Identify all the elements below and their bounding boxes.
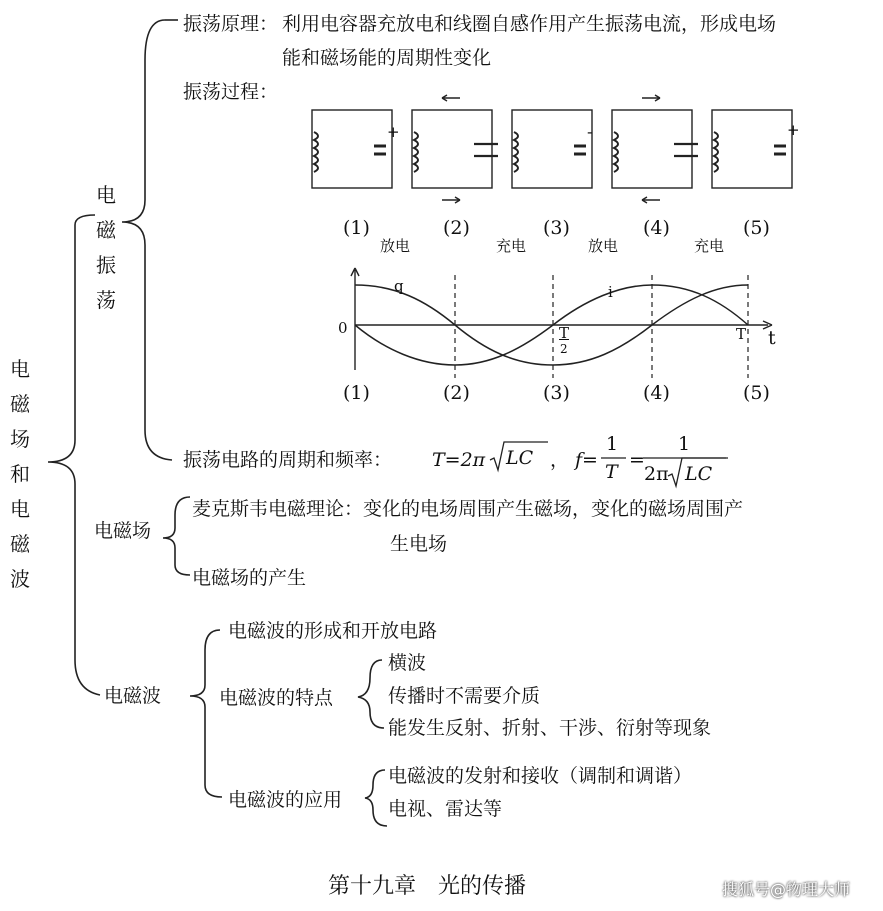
application-item-2: 电视、雷达等: [388, 798, 503, 820]
transition-1: 放电: [380, 237, 411, 255]
transition-3: 放电: [588, 237, 619, 255]
stage-5: (5): [743, 217, 770, 239]
mark-2: (2): [443, 382, 470, 404]
oscillation-graph: [351, 268, 772, 378]
principle-text-1: 利用电容器充放电和线圈自感作用产生振荡电流，形成电场: [282, 13, 777, 35]
half-T-den: 2: [560, 342, 568, 356]
formula-sep: ，: [550, 449, 570, 471]
formula-eq: =: [629, 449, 645, 471]
watermark: 搜狐号@物理大师: [722, 880, 851, 899]
maxwell-text-2: 生电场: [390, 533, 448, 555]
circuit-2: [412, 95, 498, 203]
stage-4: (4): [643, 217, 670, 239]
field-brace: [163, 497, 190, 575]
circuit-4: [612, 95, 698, 203]
t-label: t: [768, 327, 776, 349]
principle-label: 振荡原理：: [183, 13, 279, 35]
chapter-title: 第十九章 光的传播: [328, 874, 527, 899]
c1-plus: +: [387, 123, 400, 141]
formula-den1: T: [605, 461, 618, 483]
principle-text-2: 能和磁场能的周期性变化: [282, 47, 492, 69]
period-label: 振荡电路的周期和频率：: [183, 449, 393, 471]
mark-5: (5): [743, 382, 770, 404]
stage-3: (3): [543, 217, 570, 239]
formula-LC: LC: [506, 447, 534, 469]
formula-num2: 1: [678, 433, 691, 455]
mark-1: (1): [343, 382, 370, 404]
c5-plus: +: [787, 121, 800, 139]
formula-den2-prefix: 2π: [644, 463, 669, 485]
transition-2: 充电: [496, 237, 527, 255]
half-T-num: T: [559, 324, 570, 342]
T-label: T: [736, 325, 747, 343]
field-production: 电磁场的产生: [192, 567, 307, 589]
application-item-1: 电磁波的发射和接收（调制和调谐）: [388, 765, 693, 787]
stage-1: (1): [343, 217, 370, 239]
osc-brace: [122, 20, 172, 460]
mark-3: (3): [543, 382, 570, 404]
mark-4: (4): [643, 382, 670, 404]
features-brace: [358, 660, 384, 728]
wave-features-label: 电磁波的特点: [219, 687, 334, 709]
wave-brace: [190, 630, 222, 797]
root-label: 电磁场和电磁波: [10, 357, 30, 591]
circuit-1: [312, 110, 392, 188]
i-label: i: [608, 283, 613, 301]
feature-item-2: 传播时不需要介质: [388, 685, 541, 707]
formula-f: f=: [575, 449, 598, 471]
wave-formation: 电磁波的形成和开放电路: [228, 620, 438, 642]
wave-applications-label: 电磁波的应用: [228, 789, 343, 811]
q-label: q: [394, 277, 404, 295]
formula-T: T=2π: [432, 449, 486, 471]
graph-origin: 0: [338, 319, 348, 337]
process-label: 振荡过程：: [183, 81, 279, 103]
wave-label: 电磁波: [104, 685, 162, 707]
c3-minus: -: [587, 123, 593, 141]
formula-den2-LC: LC: [685, 463, 713, 485]
circuit-3: [512, 110, 592, 188]
oscillation-circuits: [312, 95, 792, 203]
transition-4: 充电: [694, 237, 725, 255]
osc-label: 电磁振荡: [96, 183, 116, 312]
field-label: 电磁场: [94, 520, 152, 542]
stage-2: (2): [443, 217, 470, 239]
feature-item-3: 能发生反射、折射、干涉、衍射等现象: [388, 717, 712, 739]
formula-num1: 1: [606, 433, 619, 455]
circuit-5: [712, 110, 792, 188]
root-brace: [48, 225, 100, 695]
applications-brace: [365, 770, 387, 826]
maxwell-text-1: 麦克斯韦电磁理论：变化的电场周围产生磁场，变化的磁场周围产: [192, 498, 744, 520]
feature-item-1: 横波: [388, 652, 427, 674]
